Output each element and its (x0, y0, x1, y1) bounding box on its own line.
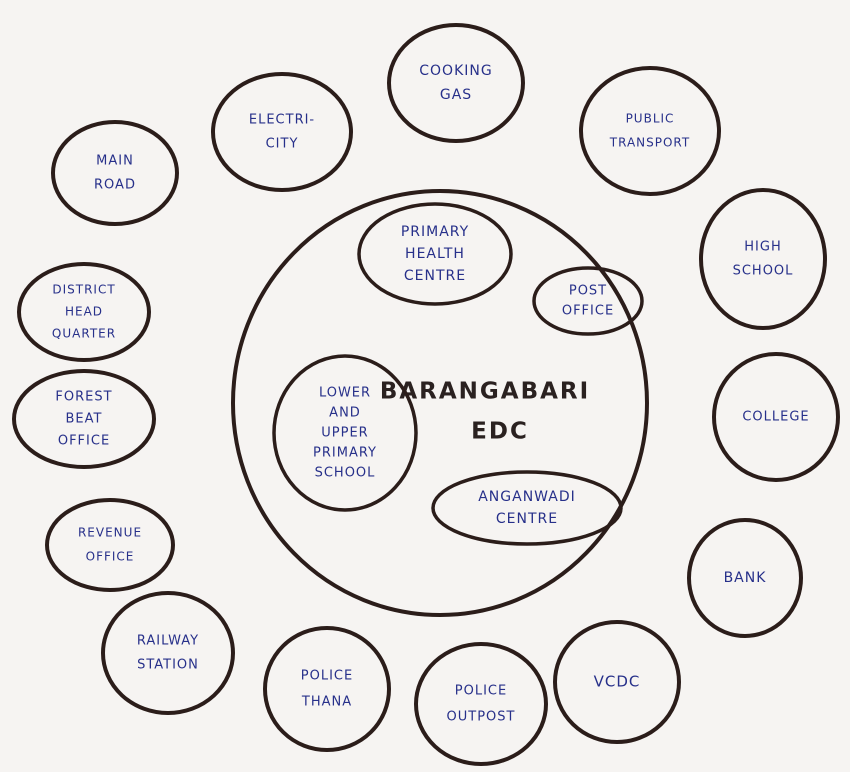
electricity-label-line: ELECTRI- (248, 112, 316, 128)
lower-and-upper-primary-school-label-line: AND (329, 405, 361, 421)
college-node (714, 354, 838, 480)
college-label-line: COLLEGE (742, 409, 810, 425)
police-thana-label-line: POLICE (300, 668, 354, 684)
revenue-office-node (47, 500, 173, 590)
railway-station-circle (103, 593, 233, 713)
high-school-circle (701, 190, 825, 328)
police-outpost-label-line: OUTPOST (446, 709, 516, 725)
revenue-office-label-line: OFFICE (85, 549, 135, 564)
electricity-label-line: CITY (265, 136, 299, 152)
primary-health-centre-label-line: PRIMARY (400, 224, 470, 240)
main-road-label-line: ROAD (94, 177, 136, 193)
high-school-label-line: HIGH (744, 239, 782, 255)
police-outpost-label-line: POLICE (454, 683, 508, 699)
post-office-node (534, 268, 642, 334)
electricity-circle (213, 74, 351, 190)
railway-station-label-line: STATION (137, 657, 199, 673)
police-thana-node (265, 628, 389, 750)
cooking-gas-label-line: GAS (439, 87, 473, 103)
cooking-gas-circle (389, 25, 523, 141)
district-head-quarter-label-line: DISTRICT (52, 282, 116, 297)
cooking-gas-node (389, 25, 523, 141)
main-road-circle (53, 122, 177, 224)
railway-station-node (103, 593, 233, 713)
electricity-node (213, 74, 351, 190)
cooking-gas-label-line: COOKING (419, 63, 493, 79)
forest-beat-office-label-line: BEAT (65, 411, 103, 427)
main-road-label-line: MAIN (96, 153, 134, 169)
vcdc-label-line: VCDC (593, 672, 641, 691)
forest-beat-office-label-line: OFFICE (57, 433, 111, 449)
police-outpost-circle (416, 644, 546, 764)
revenue-office-label-line: REVENUE (77, 525, 143, 540)
lower-and-upper-primary-school-node (274, 356, 416, 510)
bank-node (689, 520, 801, 636)
railway-station-label-line: RAILWAY (136, 633, 200, 649)
anganwadi-centre-label-line: CENTRE (495, 511, 559, 527)
anganwadi-centre-label-line: ANGANWADI (478, 489, 576, 505)
district-head-quarter-label-line: HEAD (64, 304, 104, 319)
bank-label-line: BANK (723, 570, 767, 586)
police-thana-label-line: THANA (301, 694, 353, 710)
primary-health-centre-label-line: CENTRE (403, 268, 467, 284)
primary-health-centre-node (359, 204, 511, 304)
forest-beat-office-node (14, 371, 154, 467)
forest-beat-office-label-line: FOREST (55, 389, 113, 405)
public-transport-node (581, 68, 719, 194)
police-outpost-node (416, 644, 546, 764)
post-office-label-line: POST (568, 283, 608, 299)
post-office-label-line: OFFICE (561, 303, 615, 319)
anganwadi-centre-circle (433, 472, 621, 544)
police-thana-circle (265, 628, 389, 750)
lower-and-upper-primary-school-label-line: LOWER (318, 385, 372, 401)
lower-and-upper-primary-school-label-line: PRIMARY (313, 445, 377, 461)
public-transport-label-line: TRANSPORT (609, 135, 691, 150)
center-label-line-2: EDC (471, 418, 529, 445)
district-head-quarter-node (19, 264, 149, 360)
anganwadi-centre-node (433, 472, 621, 544)
center-label-line-1: BARANGABARI (379, 378, 591, 405)
vcdc-node (555, 622, 679, 742)
lower-and-upper-primary-school-label-line: SCHOOL (314, 465, 376, 481)
high-school-node (701, 190, 825, 328)
revenue-office-circle (47, 500, 173, 590)
post-office-circle (534, 268, 642, 334)
public-transport-circle (581, 68, 719, 194)
main-road-node (53, 122, 177, 224)
district-head-quarter-label-line: QUARTER (51, 326, 117, 341)
lower-and-upper-primary-school-label-line: UPPER (321, 425, 369, 441)
public-transport-label-line: PUBLIC (625, 111, 675, 126)
primary-health-centre-label-line: HEALTH (405, 246, 465, 262)
high-school-label-line: SCHOOL (732, 263, 794, 279)
